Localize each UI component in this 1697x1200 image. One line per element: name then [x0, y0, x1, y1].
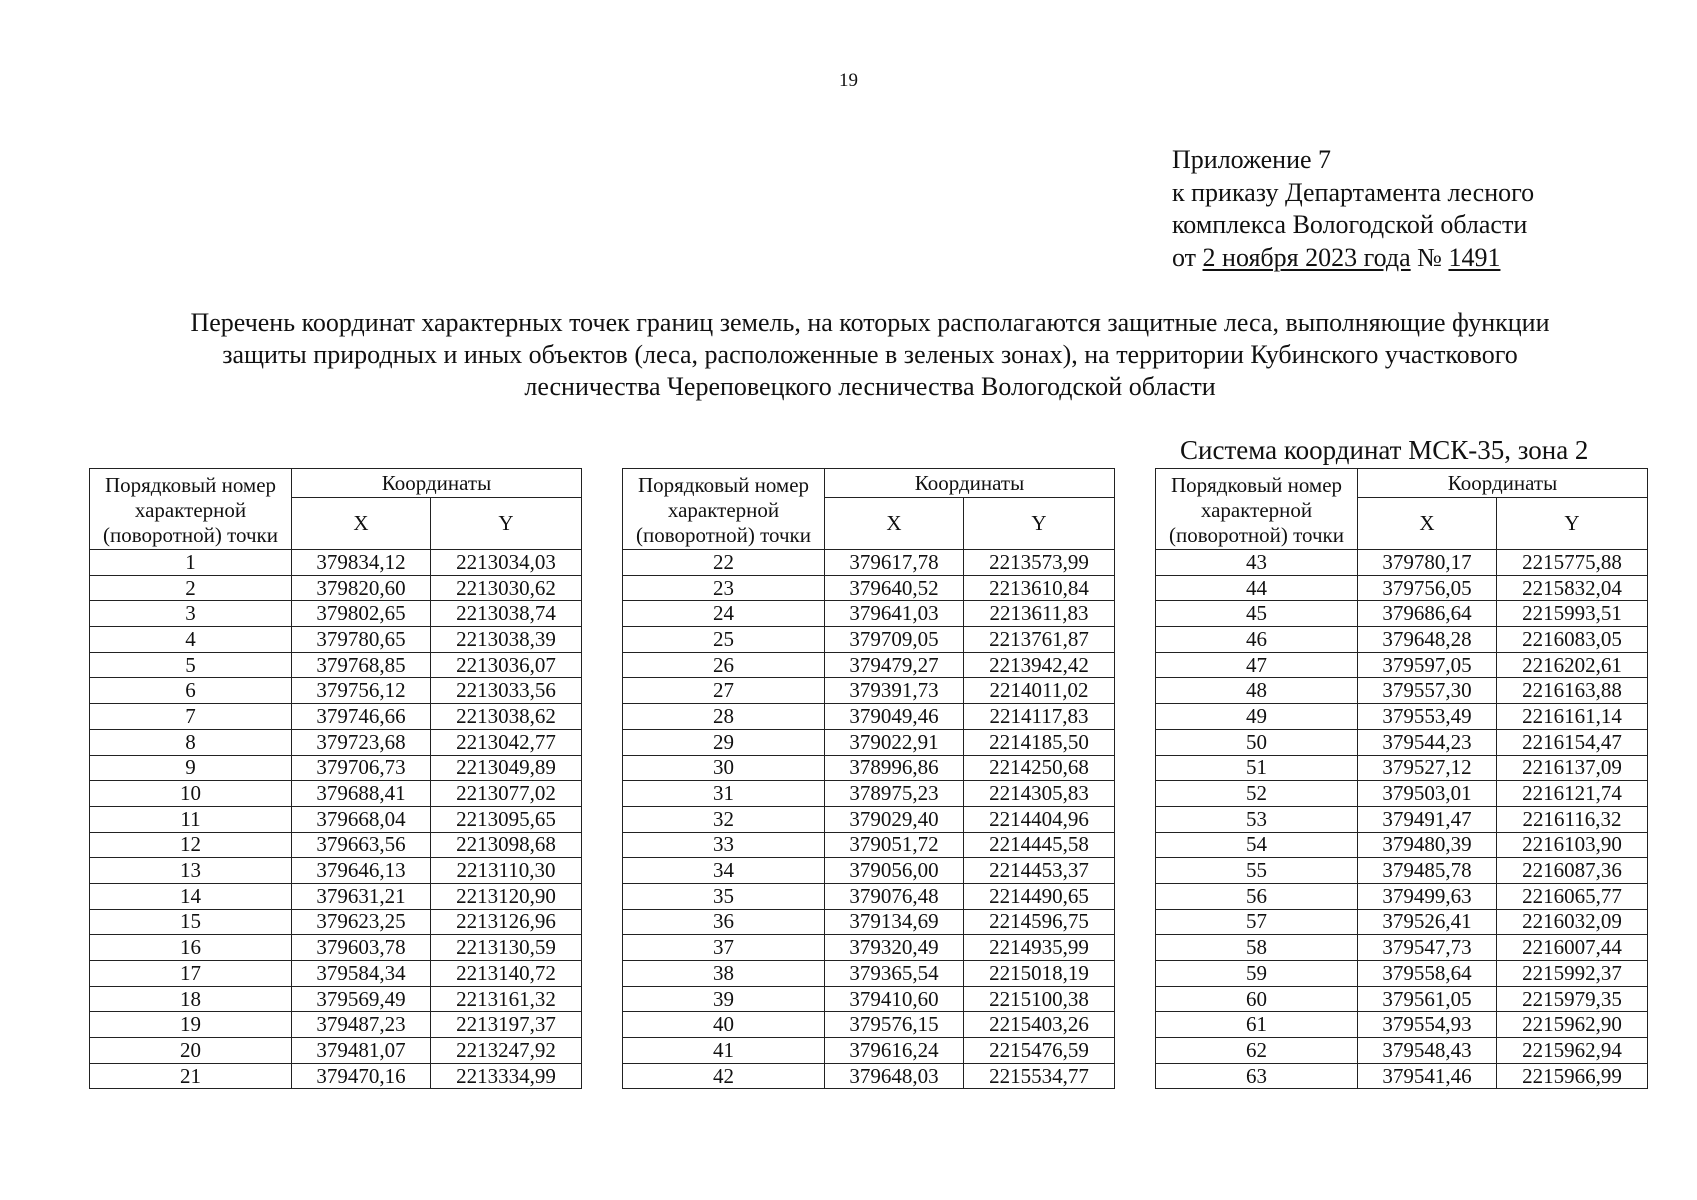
x-coordinate-cell: 379646,13	[292, 858, 431, 884]
table-row	[623, 781, 1115, 807]
table-row	[1156, 806, 1648, 832]
x-coordinate-cell: 379709,05	[825, 627, 964, 653]
table-row	[90, 986, 582, 1012]
table-row	[1156, 575, 1648, 601]
table-row	[623, 832, 1115, 858]
point-number-cell: 41	[623, 1038, 825, 1064]
page-number: 19	[839, 70, 858, 91]
y-coordinate-cell: 2213038,74	[431, 601, 582, 627]
y-coordinate-cell: 2213611,83	[964, 601, 1115, 627]
point-number-cell: 12	[90, 832, 292, 858]
y-coordinate-cell: 2214596,75	[964, 909, 1115, 935]
x-coordinate-cell: 379561,05	[1358, 986, 1497, 1012]
number-sign: №	[1410, 242, 1449, 272]
y-coordinate-cell: 2213034,03	[431, 550, 582, 576]
y-coordinate-cell: 2214404,96	[964, 806, 1115, 832]
x-coordinate-cell: 379056,00	[825, 858, 964, 884]
x-coordinate-cell: 379686,64	[1358, 601, 1497, 627]
y-coordinate-cell: 2213130,59	[431, 935, 582, 961]
point-number-cell: 39	[623, 986, 825, 1012]
x-coordinate-cell: 379481,07	[292, 1038, 431, 1064]
header-x: X	[1358, 498, 1497, 550]
title-line-3: лесничества Череповецкого лесничества Вологодской области	[524, 372, 1216, 401]
table-row	[1156, 909, 1648, 935]
point-number-cell: 10	[90, 781, 292, 807]
point-number-cell: 27	[623, 678, 825, 704]
table-row	[1156, 704, 1648, 730]
header-x: X	[292, 498, 431, 550]
table-row	[90, 858, 582, 884]
table-row	[623, 883, 1115, 909]
appendix-line-2: к приказу Департамента лесного	[1172, 177, 1535, 207]
y-coordinate-cell: 2216121,74	[1497, 781, 1648, 807]
y-coordinate-cell: 2213042,77	[431, 729, 582, 755]
table-row	[623, 986, 1115, 1012]
table-row	[1156, 550, 1648, 576]
point-number-cell: 35	[623, 883, 825, 909]
point-number-cell: 17	[90, 961, 292, 987]
y-coordinate-cell: 2216032,09	[1497, 909, 1648, 935]
table-row	[90, 627, 582, 653]
table-row	[623, 627, 1115, 653]
table-row	[1156, 1038, 1648, 1064]
point-number-cell: 19	[90, 1012, 292, 1038]
point-number-cell: 34	[623, 858, 825, 884]
point-number-cell: 63	[1156, 1063, 1358, 1089]
y-coordinate-cell: 2213036,07	[431, 652, 582, 678]
header-coordinates: Координаты	[292, 469, 582, 498]
table-row	[623, 575, 1115, 601]
table-row	[1156, 652, 1648, 678]
x-coordinate-cell: 379547,73	[1358, 935, 1497, 961]
point-number-cell: 61	[1156, 1012, 1358, 1038]
x-coordinate-cell: 378975,23	[825, 781, 964, 807]
x-coordinate-cell: 379076,48	[825, 883, 964, 909]
y-coordinate-cell: 2213247,92	[431, 1038, 582, 1064]
y-coordinate-cell: 2213942,42	[964, 652, 1115, 678]
x-coordinate-cell: 379569,49	[292, 986, 431, 1012]
appendix-from: от	[1172, 242, 1203, 272]
header-y: Y	[431, 498, 582, 550]
point-number-cell: 60	[1156, 986, 1358, 1012]
y-coordinate-cell: 2214185,50	[964, 729, 1115, 755]
x-coordinate-cell: 379768,85	[292, 652, 431, 678]
table-row	[623, 1063, 1115, 1089]
x-coordinate-cell: 379527,12	[1358, 755, 1497, 781]
point-number-cell: 11	[90, 806, 292, 832]
x-coordinate-cell: 379503,01	[1358, 781, 1497, 807]
y-coordinate-cell: 2215775,88	[1497, 550, 1648, 576]
x-coordinate-cell: 379616,24	[825, 1038, 964, 1064]
point-number-cell: 46	[1156, 627, 1358, 653]
point-number-cell: 32	[623, 806, 825, 832]
x-coordinate-cell: 379597,05	[1358, 652, 1497, 678]
x-coordinate-cell: 379485,78	[1358, 858, 1497, 884]
table-row	[90, 1063, 582, 1089]
header-y: Y	[964, 498, 1115, 550]
x-coordinate-cell: 379756,12	[292, 678, 431, 704]
x-coordinate-cell: 379554,93	[1358, 1012, 1497, 1038]
x-coordinate-cell: 379802,65	[292, 601, 431, 627]
table-row	[1156, 858, 1648, 884]
point-number-cell: 14	[90, 883, 292, 909]
x-coordinate-cell: 379576,15	[825, 1012, 964, 1038]
point-number-cell: 15	[90, 909, 292, 935]
y-coordinate-cell: 2215018,19	[964, 961, 1115, 987]
x-coordinate-cell: 379603,78	[292, 935, 431, 961]
x-coordinate-cell: 379134,69	[825, 909, 964, 935]
table-row	[1156, 601, 1648, 627]
point-number-cell: 31	[623, 781, 825, 807]
x-coordinate-cell: 379410,60	[825, 986, 964, 1012]
x-coordinate-cell: 379746,66	[292, 704, 431, 730]
table-row	[623, 858, 1115, 884]
x-coordinate-cell: 379051,72	[825, 832, 964, 858]
x-coordinate-cell: 379491,47	[1358, 806, 1497, 832]
point-number-cell: 36	[623, 909, 825, 935]
x-coordinate-cell: 379663,56	[292, 832, 431, 858]
y-coordinate-cell: 2214490,65	[964, 883, 1115, 909]
x-coordinate-cell: 379648,03	[825, 1063, 964, 1089]
y-coordinate-cell: 2216065,77	[1497, 883, 1648, 909]
y-coordinate-cell: 2213334,99	[431, 1063, 582, 1089]
x-coordinate-cell: 379706,73	[292, 755, 431, 781]
y-coordinate-cell: 2216116,32	[1497, 806, 1648, 832]
y-coordinate-cell: 2215966,99	[1497, 1063, 1648, 1089]
y-coordinate-cell: 2213038,39	[431, 627, 582, 653]
point-number-cell: 29	[623, 729, 825, 755]
header-x: X	[825, 498, 964, 550]
table-row	[90, 652, 582, 678]
point-number-cell: 49	[1156, 704, 1358, 730]
x-coordinate-cell: 379391,73	[825, 678, 964, 704]
y-coordinate-cell: 2216103,90	[1497, 832, 1648, 858]
table-row	[90, 781, 582, 807]
y-coordinate-cell: 2215992,37	[1497, 961, 1648, 987]
table-row	[90, 1038, 582, 1064]
y-coordinate-cell: 2214935,99	[964, 935, 1115, 961]
y-coordinate-cell: 2214305,83	[964, 781, 1115, 807]
point-number-cell: 52	[1156, 781, 1358, 807]
point-number-cell: 3	[90, 601, 292, 627]
table-row	[1156, 883, 1648, 909]
y-coordinate-cell: 2215832,04	[1497, 575, 1648, 601]
x-coordinate-cell: 379487,23	[292, 1012, 431, 1038]
table-row	[1156, 961, 1648, 987]
header-y: Y	[1497, 498, 1648, 550]
table-row	[90, 883, 582, 909]
table-row	[90, 935, 582, 961]
title-line-1: Перечень координат характерных точек границ земель, на которых располагаются защитные леса, выполняющие функции	[190, 308, 1550, 337]
order-number: 1491	[1448, 242, 1501, 272]
document-title	[100, 307, 1640, 403]
point-number-cell: 24	[623, 601, 825, 627]
x-coordinate-cell: 379688,41	[292, 781, 431, 807]
x-coordinate-cell: 378996,86	[825, 755, 964, 781]
table-row	[90, 575, 582, 601]
table-row	[90, 806, 582, 832]
point-number-cell: 22	[623, 550, 825, 576]
header-point-number: Порядковый номер характерной (поворотной) точки	[623, 469, 825, 550]
point-number-cell: 1	[90, 550, 292, 576]
y-coordinate-cell: 2214445,58	[964, 832, 1115, 858]
y-coordinate-cell: 2215534,77	[964, 1063, 1115, 1089]
y-coordinate-cell: 2213038,62	[431, 704, 582, 730]
appendix-line-4	[1172, 242, 1534, 275]
table-row	[90, 601, 582, 627]
point-number-cell: 47	[1156, 652, 1358, 678]
point-number-cell: 53	[1156, 806, 1358, 832]
table-row	[623, 550, 1115, 576]
y-coordinate-cell: 2213126,96	[431, 909, 582, 935]
table-row	[623, 704, 1115, 730]
x-coordinate-cell: 379541,46	[1358, 1063, 1497, 1089]
y-coordinate-cell: 2214250,68	[964, 755, 1115, 781]
point-number-cell: 20	[90, 1038, 292, 1064]
x-coordinate-cell: 379723,68	[292, 729, 431, 755]
order-date: 2 ноября 2023 года	[1202, 242, 1411, 272]
y-coordinate-cell: 2213095,65	[431, 806, 582, 832]
header-point-number: Порядковый номер характерной (поворотной) точки	[1156, 469, 1358, 550]
point-number-cell: 18	[90, 986, 292, 1012]
y-coordinate-cell: 2213033,56	[431, 678, 582, 704]
point-number-cell: 58	[1156, 935, 1358, 961]
point-number-cell: 55	[1156, 858, 1358, 884]
point-number-cell: 16	[90, 935, 292, 961]
point-number-cell: 59	[1156, 961, 1358, 987]
point-number-cell: 62	[1156, 1038, 1358, 1064]
table-row	[1156, 1063, 1648, 1089]
y-coordinate-cell: 2215962,90	[1497, 1012, 1648, 1038]
header-coordinates: Координаты	[825, 469, 1115, 498]
table-row	[90, 755, 582, 781]
point-number-cell: 25	[623, 627, 825, 653]
y-coordinate-cell: 2215476,59	[964, 1038, 1115, 1064]
point-number-cell: 5	[90, 652, 292, 678]
x-coordinate-cell: 379640,52	[825, 575, 964, 601]
point-number-cell: 51	[1156, 755, 1358, 781]
y-coordinate-cell: 2213610,84	[964, 575, 1115, 601]
y-coordinate-cell: 2213161,32	[431, 986, 582, 1012]
point-number-cell: 40	[623, 1012, 825, 1038]
point-number-cell: 28	[623, 704, 825, 730]
coordinates-table-1	[89, 468, 582, 1089]
y-coordinate-cell: 2216202,61	[1497, 652, 1648, 678]
y-coordinate-cell: 2213077,02	[431, 781, 582, 807]
y-coordinate-cell: 2215993,51	[1497, 601, 1648, 627]
x-coordinate-cell: 379049,46	[825, 704, 964, 730]
x-coordinate-cell: 379479,27	[825, 652, 964, 678]
y-coordinate-cell: 2213098,68	[431, 832, 582, 858]
table-row	[90, 678, 582, 704]
y-coordinate-cell: 2216083,05	[1497, 627, 1648, 653]
point-number-cell: 57	[1156, 909, 1358, 935]
point-number-cell: 23	[623, 575, 825, 601]
x-coordinate-cell: 379526,41	[1358, 909, 1497, 935]
x-coordinate-cell: 379022,91	[825, 729, 964, 755]
table-row	[1156, 832, 1648, 858]
x-coordinate-cell: 379320,49	[825, 935, 964, 961]
y-coordinate-cell: 2216163,88	[1497, 678, 1648, 704]
y-coordinate-cell: 2213761,87	[964, 627, 1115, 653]
x-coordinate-cell: 379557,30	[1358, 678, 1497, 704]
table-row	[623, 806, 1115, 832]
header-coordinates: Координаты	[1358, 469, 1648, 498]
x-coordinate-cell: 379756,05	[1358, 575, 1497, 601]
point-number-cell: 33	[623, 832, 825, 858]
y-coordinate-cell: 2213049,89	[431, 755, 582, 781]
table-row	[90, 1012, 582, 1038]
y-coordinate-cell: 2215962,94	[1497, 1038, 1648, 1064]
x-coordinate-cell: 379029,40	[825, 806, 964, 832]
point-number-cell: 30	[623, 755, 825, 781]
point-number-cell: 43	[1156, 550, 1358, 576]
point-number-cell: 44	[1156, 575, 1358, 601]
point-number-cell: 38	[623, 961, 825, 987]
header-point-number: Порядковый номер характерной (поворотной) точки	[90, 469, 292, 550]
x-coordinate-cell: 379780,17	[1358, 550, 1497, 576]
y-coordinate-cell: 2216137,09	[1497, 755, 1648, 781]
x-coordinate-cell: 379623,25	[292, 909, 431, 935]
point-number-cell: 9	[90, 755, 292, 781]
table-row	[1156, 1012, 1648, 1038]
table-row	[90, 909, 582, 935]
table-row	[1156, 755, 1648, 781]
y-coordinate-cell: 2216087,36	[1497, 858, 1648, 884]
x-coordinate-cell: 379617,78	[825, 550, 964, 576]
table-row	[1156, 729, 1648, 755]
y-coordinate-cell: 2216007,44	[1497, 935, 1648, 961]
x-coordinate-cell: 379470,16	[292, 1063, 431, 1089]
x-coordinate-cell: 379544,23	[1358, 729, 1497, 755]
appendix-line-1: Приложение 7	[1172, 145, 1332, 174]
table-row	[623, 755, 1115, 781]
table-row	[1156, 627, 1648, 653]
table-row	[1156, 986, 1648, 1012]
y-coordinate-cell: 2213197,37	[431, 1012, 582, 1038]
y-coordinate-cell: 2216161,14	[1497, 704, 1648, 730]
table-row	[90, 832, 582, 858]
x-coordinate-cell: 379480,39	[1358, 832, 1497, 858]
y-coordinate-cell: 2216154,47	[1497, 729, 1648, 755]
x-coordinate-cell: 379820,60	[292, 575, 431, 601]
y-coordinate-cell: 2213110,30	[431, 858, 582, 884]
table-row	[90, 729, 582, 755]
title-line-2: защиты природных и иных объектов (леса, расположенные в зеленых зонах), на территории Кубинского участкового	[222, 340, 1518, 369]
point-number-cell: 6	[90, 678, 292, 704]
table-row	[623, 1012, 1115, 1038]
y-coordinate-cell: 2215100,38	[964, 986, 1115, 1012]
table-row	[623, 1038, 1115, 1064]
point-number-cell: 8	[90, 729, 292, 755]
y-coordinate-cell: 2214117,83	[964, 704, 1115, 730]
x-coordinate-cell: 379641,03	[825, 601, 964, 627]
x-coordinate-cell: 379365,54	[825, 961, 964, 987]
point-number-cell: 7	[90, 704, 292, 730]
y-coordinate-cell: 2215979,35	[1497, 986, 1648, 1012]
coordinate-system-label: Система координат МСК-35, зона 2	[1180, 435, 1589, 465]
x-coordinate-cell: 379499,63	[1358, 883, 1497, 909]
x-coordinate-cell: 379834,12	[292, 550, 431, 576]
point-number-cell: 2	[90, 575, 292, 601]
appendix-line-3: комплекса Вологодской области	[1172, 210, 1528, 239]
coordinates-table-3	[1155, 468, 1648, 1089]
x-coordinate-cell: 379631,21	[292, 883, 431, 909]
y-coordinate-cell: 2213030,62	[431, 575, 582, 601]
table-row	[623, 909, 1115, 935]
table-row	[623, 601, 1115, 627]
table-row	[623, 935, 1115, 961]
table-row	[623, 652, 1115, 678]
table-row	[623, 961, 1115, 987]
x-coordinate-cell: 379584,34	[292, 961, 431, 987]
table-row	[1156, 678, 1648, 704]
point-number-cell: 56	[1156, 883, 1358, 909]
table-row	[1156, 935, 1648, 961]
y-coordinate-cell: 2214011,02	[964, 678, 1115, 704]
y-coordinate-cell: 2213573,99	[964, 550, 1115, 576]
point-number-cell: 54	[1156, 832, 1358, 858]
point-number-cell: 13	[90, 858, 292, 884]
y-coordinate-cell: 2213140,72	[431, 961, 582, 987]
table-row	[623, 729, 1115, 755]
table-row	[1156, 781, 1648, 807]
table-row	[623, 678, 1115, 704]
table-row	[90, 704, 582, 730]
point-number-cell: 21	[90, 1063, 292, 1089]
x-coordinate-cell: 379648,28	[1358, 627, 1497, 653]
x-coordinate-cell: 379668,04	[292, 806, 431, 832]
point-number-cell: 42	[623, 1063, 825, 1089]
coordinates-table-2	[622, 468, 1115, 1089]
point-number-cell: 45	[1156, 601, 1358, 627]
y-coordinate-cell: 2214453,37	[964, 858, 1115, 884]
point-number-cell: 26	[623, 652, 825, 678]
appendix-block	[1172, 144, 1534, 274]
point-number-cell: 4	[90, 627, 292, 653]
y-coordinate-cell: 2215403,26	[964, 1012, 1115, 1038]
x-coordinate-cell: 379553,49	[1358, 704, 1497, 730]
point-number-cell: 48	[1156, 678, 1358, 704]
point-number-cell: 37	[623, 935, 825, 961]
table-row	[90, 961, 582, 987]
point-number-cell: 50	[1156, 729, 1358, 755]
y-coordinate-cell: 2213120,90	[431, 883, 582, 909]
x-coordinate-cell: 379558,64	[1358, 961, 1497, 987]
x-coordinate-cell: 379548,43	[1358, 1038, 1497, 1064]
table-row	[90, 550, 582, 576]
x-coordinate-cell: 379780,65	[292, 627, 431, 653]
